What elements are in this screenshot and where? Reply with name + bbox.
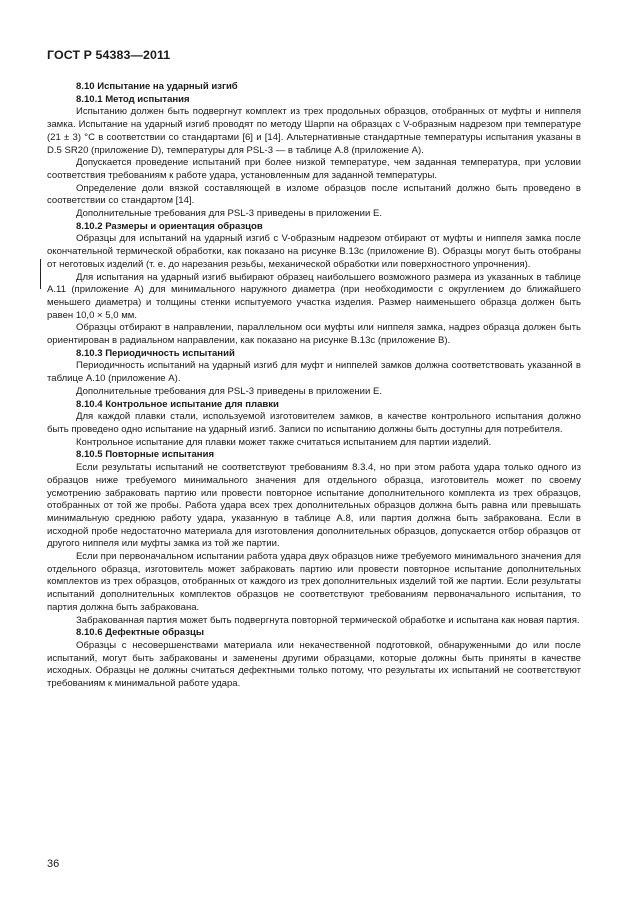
section-heading: 8.10 Испытание на ударный изгиб xyxy=(76,81,238,92)
section-heading: 8.10.4 Контрольное испытание для плавки xyxy=(76,398,279,410)
section-heading: 8.10.5 Повторные испытания xyxy=(76,449,215,461)
paragraph: Для испытания на ударный изгиб выбирают образец наибольшего возможного размера из указанных в таблице А.11 (приложение А) для минимального наружного диаметра (при необходимости с округлением до ближайшего меньшего диаметра) и толщины стенки испытуемого участка изделия. Размер наименьшего образца должен быть равен 10,0 × 5,0 мм. xyxy=(47,271,581,321)
paragraph: Для каждой плавки стали, используемой изготовителем замков, в качестве контрольного испытания должно быть проведено одно испытание на ударный изгиб. Записи по испытанию должны быть доступны для потребителя. xyxy=(47,411,581,435)
section-heading: 8.10.1 Метод испытания xyxy=(76,93,190,105)
paragraph: Забракованная партия может быть подвергнута повторной термической обработке и испытана как новая партия. xyxy=(76,614,580,626)
paragraph: Контрольное испытание для плавки может также считаться испытанием для партии изделий. xyxy=(76,436,492,448)
paragraph: Образцы с несовершенствами материала или некачественной подготовкой, обнаруженными до или после испытаний, могут быть забракованы и заменены другими образцами, которые должны быть приняты в качестве исходных. Образцы не должны считаться дефектными только потому, что результаты их испытаний не соответствуют требованиям к минимальной работе удара. xyxy=(47,639,581,690)
paragraph: Образцы отбирают в направлении, параллельном оси муфты или ниппеля замка, надрез образца должен быть ориентирован в радиальном направлении, как показано на рисунке В.13с (приложение В). xyxy=(47,322,581,347)
section-heading: 8.10.2 Размеры и ориентация образцов xyxy=(76,220,263,232)
paragraph: Дополнительные требования для PSL-3 приведены в приложении Е. xyxy=(76,385,383,397)
section-heading: 8.10.6 Дефектные образцы xyxy=(76,627,205,639)
page-number: 36 xyxy=(47,858,60,870)
paragraph: Определение доли вязкой составляющей в изломе образцов после испытаний должно быть проведено в соответствии со стандартом [14]. xyxy=(47,182,581,207)
paragraph: Дополнительные требования для PSL-3 приведены в приложении Е. xyxy=(76,208,383,220)
section-heading: 8.10.3 Периодичность испытаний xyxy=(76,347,235,359)
paragraph: Образцы для испытаний на ударный изгиб с V-образным надрезом отбирают от муфты и ниппеля замка после окончательной термической обработки, как показано на рисунке В.13с (приложение В). Образцы могут быть отобраны от неготовых изделий (т. е. до нарезания резьбы, механической обработки или поверхностного упрочнения). xyxy=(47,233,581,270)
paragraph: Допускается проведение испытаний при более низкой температуре, чем заданная температура, при условии соответствия требованиям к работе удара, установленным для заданной температуры. xyxy=(47,157,581,181)
paragraph: Испытанию должен быть подвергнут комплект из трех продольных образцов, отобранных от муфты и ниппеля замка. Испытание на ударный изгиб проводят по методу Шарпи на образцах с V-образным надрезом при температуре (21 ± 3) °С в соответствии со стандартами [6] и [14]. Альтернативные стандартные температуры испытания указаны в D.5 SR20 (приложение D), температуры для PSL-3 — в таблице А.8 (приложение А). xyxy=(47,106,581,156)
paragraph: Если при первоначальном испытании работа удара двух образцов ниже требуемого минимального значения для отдельного образца, изготовитель может забраковать партию или провести повторное испытание дополнительных комплектов из трех образцов, отобранных от каждого из трех дополнительных изделий той же партии. Если результаты испытаний дополнительных комплектов образцов не соответствуют требованиям первоначального испытания, то партия должна быть забракована. xyxy=(47,551,581,613)
document-body xyxy=(47,81,581,691)
paragraph: Периодичность испытаний на ударный изгиб для муфт и ниппелей замков должна соответствовать указанной в таблице А.10 (приложение А). xyxy=(47,360,581,385)
document-header: ГОСТ Р 54383—2011 xyxy=(47,48,171,62)
paragraph: Если результаты испытаний не соответствуют требованиям 8.3.4, но при этом работа удара только одного из образцов ниже требуемого минимального значения для отдельного образца, изготовитель может по своему усмотрению забраковать партию или провести повторное испытание дополнительного комплекта из трех образцов, отобранных от той же пробы. Работа удара всех трех дополнительных образцов должна быть равна или превышать минимальную среднюю работу удара, указанную в таблице А.8, или партия должна быть забракована. Если в исходной пробе недостаточно материала для изготовления дополнительных образцов, допускается отбор образцов от другого ниппеля или муфты замка из той же партии. xyxy=(47,462,581,550)
revision-change-bar xyxy=(40,259,41,289)
